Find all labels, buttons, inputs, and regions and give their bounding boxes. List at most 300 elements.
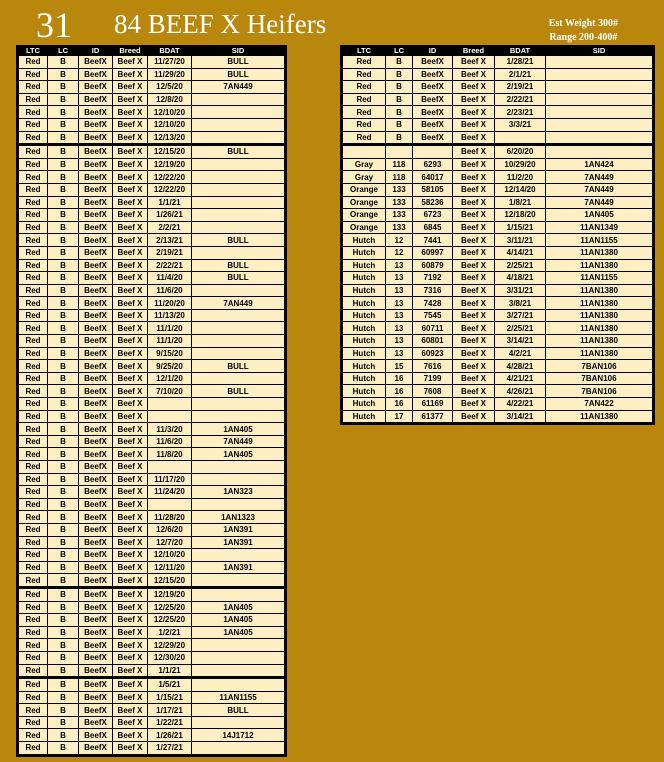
- table-row: [342, 259, 654, 272]
- ltc-cell: Red: [18, 614, 48, 627]
- table-row: [18, 523, 286, 536]
- sid-cell: [192, 639, 286, 652]
- page-title: 84 BEEF X Heifers: [114, 9, 327, 39]
- id-cell: [413, 145, 453, 159]
- ltc-cell: Red: [18, 678, 48, 692]
- id-cell: 6723: [413, 209, 453, 222]
- id-cell: BeefX: [413, 93, 453, 106]
- breed-cell: Beef X: [113, 678, 148, 692]
- id-cell: 7441: [413, 234, 453, 247]
- bdat-cell: 11/17/20: [148, 473, 192, 486]
- bdat-cell: 2/25/21: [495, 259, 546, 272]
- ltc-cell: Hutch: [342, 398, 386, 411]
- lc-cell: B: [48, 398, 79, 411]
- sid-cell: [546, 106, 654, 119]
- sid-cell: 7BAN106: [546, 360, 654, 373]
- ltc-cell: Red: [18, 360, 48, 373]
- sid-cell: 1AN405: [192, 614, 286, 627]
- table-row: [18, 372, 286, 385]
- sid-cell: [192, 461, 286, 474]
- ltc-cell: Red: [18, 234, 48, 247]
- bdat-cell: 3/14/21: [495, 335, 546, 348]
- breed-cell: Beef X: [113, 234, 148, 247]
- breed-cell: Beef X: [113, 131, 148, 145]
- breed-cell: Beef X: [453, 106, 495, 119]
- breed-cell: Beef X: [453, 297, 495, 310]
- lc-cell: B: [48, 118, 79, 131]
- ltc-cell: Red: [18, 473, 48, 486]
- sid-cell: [192, 309, 286, 322]
- bdat-cell: 1/26/21: [148, 729, 192, 742]
- sid-cell: [192, 171, 286, 184]
- table-row: [18, 448, 286, 461]
- breed-cell: Beef X: [113, 56, 148, 69]
- lc-cell: 12: [386, 234, 413, 247]
- table-row: [342, 284, 654, 297]
- bdat-cell: 12/22/20: [148, 171, 192, 184]
- id-cell: 58105: [413, 183, 453, 196]
- table-row: [342, 145, 654, 159]
- sid-cell: [192, 398, 286, 411]
- ltc-cell: Red: [342, 131, 386, 145]
- bdat-cell: 12/18/20: [495, 209, 546, 222]
- table-row: [18, 498, 286, 511]
- lc-cell: 12: [386, 246, 413, 259]
- table-row: [18, 536, 286, 549]
- table-row: [18, 272, 286, 285]
- bdat-cell: 12/30/20: [148, 651, 192, 664]
- id-cell: 60711: [413, 322, 453, 335]
- id-cell: BeefX: [79, 704, 113, 717]
- bdat-cell: 11/1/20: [148, 322, 192, 335]
- bdat-cell: 11/29/20: [148, 68, 192, 81]
- breed-cell: Beef X: [453, 246, 495, 259]
- id-cell: BeefX: [79, 145, 113, 159]
- table-row: [342, 297, 654, 310]
- sid-cell: 7AN422: [546, 398, 654, 411]
- breed-cell: Beef X: [113, 145, 148, 159]
- id-cell: BeefX: [79, 158, 113, 171]
- ltc-cell: Red: [18, 309, 48, 322]
- sid-cell: 11AN1155: [546, 272, 654, 285]
- sid-cell: 11AN1349: [546, 221, 654, 234]
- lc-cell: B: [48, 259, 79, 272]
- id-cell: BeefX: [79, 196, 113, 209]
- lc-cell: B: [48, 561, 79, 574]
- bdat-cell: 2/19/21: [495, 81, 546, 94]
- ltc-cell: Hutch: [342, 335, 386, 348]
- sid-cell: 1AN405: [192, 448, 286, 461]
- bdat-cell: 12/10/20: [148, 118, 192, 131]
- bdat-cell: 12/25/20: [148, 614, 192, 627]
- table-row: [342, 246, 654, 259]
- sid-cell: [192, 716, 286, 729]
- table-row: [18, 410, 286, 423]
- id-cell: 6845: [413, 221, 453, 234]
- lc-cell: B: [48, 486, 79, 499]
- ltc-cell: Red: [18, 68, 48, 81]
- table-row: [18, 93, 286, 106]
- lc-cell: B: [48, 639, 79, 652]
- id-cell: BeefX: [79, 410, 113, 423]
- id-cell: BeefX: [79, 678, 113, 692]
- breed-cell: Beef X: [113, 486, 148, 499]
- sid-cell: 11AN1380: [546, 410, 654, 424]
- id-cell: BeefX: [413, 118, 453, 131]
- id-cell: BeefX: [79, 601, 113, 614]
- ltc-cell: Red: [18, 272, 48, 285]
- lc-cell: B: [48, 131, 79, 145]
- breed-cell: Beef X: [113, 536, 148, 549]
- ltc-cell: Red: [342, 68, 386, 81]
- bdat-cell: 1/22/21: [148, 716, 192, 729]
- right-table: [340, 45, 655, 425]
- ltc-cell: Red: [18, 664, 48, 678]
- bdat-cell: 12/15/20: [148, 574, 192, 588]
- ltc-cell: Hutch: [342, 234, 386, 247]
- bdat-cell: 11/20/20: [148, 297, 192, 310]
- id-cell: 7608: [413, 385, 453, 398]
- lc-cell: 13: [386, 259, 413, 272]
- table-row: [18, 511, 286, 524]
- ltc-cell: Red: [18, 651, 48, 664]
- ltc-cell: Red: [18, 221, 48, 234]
- breed-cell: Beef X: [113, 601, 148, 614]
- lc-cell: 17: [386, 410, 413, 424]
- bdat-cell: 4/21/21: [495, 372, 546, 385]
- sid-cell: BULL: [192, 145, 286, 159]
- ltc-cell: Hutch: [342, 347, 386, 360]
- ltc-cell: Red: [18, 704, 48, 717]
- sid-cell: BULL: [192, 68, 286, 81]
- lc-cell: B: [48, 221, 79, 234]
- sid-cell: [192, 106, 286, 119]
- table-row: [342, 309, 654, 322]
- sid-cell: 11AN1380: [546, 309, 654, 322]
- bdat-cell: 11/4/20: [148, 272, 192, 285]
- lc-cell: B: [48, 196, 79, 209]
- bdat-cell: 12/6/20: [148, 523, 192, 536]
- sid-cell: 7AN449: [546, 171, 654, 184]
- table-row: [18, 678, 286, 692]
- table-row: [18, 561, 286, 574]
- table-row: [342, 221, 654, 234]
- bdat-cell: 9/15/20: [148, 347, 192, 360]
- table-row: [342, 81, 654, 94]
- breed-cell: Beef X: [453, 81, 495, 94]
- breed-cell: Beef X: [453, 158, 495, 171]
- ltc-cell: Red: [18, 561, 48, 574]
- table-row: [18, 639, 286, 652]
- breed-cell: Beef X: [113, 68, 148, 81]
- bdat-cell: 12/13/20: [148, 131, 192, 145]
- lc-cell: B: [48, 297, 79, 310]
- breed-cell: Beef X: [113, 423, 148, 436]
- bdat-cell: 2/2/21: [148, 221, 192, 234]
- ltc-cell: Red: [18, 131, 48, 145]
- bdat-cell: 12/7/20: [148, 536, 192, 549]
- lc-cell: B: [48, 171, 79, 184]
- sid-cell: [192, 372, 286, 385]
- sid-cell: 1AN424: [546, 158, 654, 171]
- breed-cell: Beef X: [113, 372, 148, 385]
- sid-cell: BULL: [192, 704, 286, 717]
- lc-cell: B: [48, 209, 79, 222]
- table-row: [342, 56, 654, 69]
- breed-cell: Beef X: [113, 360, 148, 373]
- lc-cell: B: [48, 56, 79, 69]
- ltc-cell: Hutch: [342, 272, 386, 285]
- ltc-cell: Red: [342, 81, 386, 94]
- bdat-cell: 1/26/21: [148, 209, 192, 222]
- id-cell: 64017: [413, 171, 453, 184]
- lc-cell: B: [48, 68, 79, 81]
- sid-cell: 1AN391: [192, 523, 286, 536]
- bdat-cell: 11/2/20: [495, 171, 546, 184]
- ltc-cell: Red: [18, 626, 48, 639]
- breed-cell: Beef X: [113, 81, 148, 94]
- breed-cell: Beef X: [113, 158, 148, 171]
- lc-cell: B: [48, 523, 79, 536]
- ltc-cell: Red: [342, 106, 386, 119]
- breed-cell: Beef X: [453, 398, 495, 411]
- sid-cell: 11AN1380: [546, 246, 654, 259]
- table-row: [18, 347, 286, 360]
- ltc-cell: Hutch: [342, 309, 386, 322]
- lc-cell: B: [48, 158, 79, 171]
- ltc-cell: Red: [18, 347, 48, 360]
- id-cell: BeefX: [413, 81, 453, 94]
- ltc-cell: Hutch: [342, 322, 386, 335]
- bdat-cell: 3/8/21: [495, 297, 546, 310]
- table-row: [18, 587, 286, 601]
- ltc-cell: Orange: [342, 183, 386, 196]
- id-cell: BeefX: [413, 106, 453, 119]
- lc-cell: B: [48, 322, 79, 335]
- sid-cell: 11AN1380: [546, 347, 654, 360]
- lc-cell: B: [48, 614, 79, 627]
- breed-cell: Beef X: [113, 664, 148, 678]
- sid-cell: [192, 183, 286, 196]
- bdat-cell: 2/19/21: [148, 246, 192, 259]
- ltc-cell: Red: [18, 322, 48, 335]
- id-cell: BeefX: [413, 68, 453, 81]
- breed-cell: Beef X: [113, 651, 148, 664]
- sid-cell: 1AN405: [192, 626, 286, 639]
- table-row: [342, 335, 654, 348]
- breed-cell: Beef X: [113, 93, 148, 106]
- lc-cell: B: [48, 347, 79, 360]
- bdat-cell: 12/10/20: [148, 106, 192, 119]
- bdat-cell: 12/19/20: [148, 158, 192, 171]
- table-row: [18, 56, 286, 69]
- bdat-cell: 12/14/20: [495, 183, 546, 196]
- sid-cell: BULL: [192, 234, 286, 247]
- table-row: [342, 171, 654, 184]
- col-header-id: ID: [413, 46, 453, 56]
- lc-cell: B: [48, 410, 79, 423]
- table-row: [18, 664, 286, 678]
- breed-cell: Beef X: [453, 196, 495, 209]
- breed-cell: Beef X: [113, 410, 148, 423]
- breed-cell: Beef X: [113, 284, 148, 297]
- ltc-cell: Red: [18, 81, 48, 94]
- weight-info: [549, 17, 618, 45]
- breed-cell: Beef X: [113, 171, 148, 184]
- sid-cell: 7AN449: [546, 183, 654, 196]
- id-cell: BeefX: [79, 423, 113, 436]
- lc-cell: 133: [386, 183, 413, 196]
- sid-cell: 1AN391: [192, 536, 286, 549]
- table-row: [342, 68, 654, 81]
- table-row: [18, 259, 286, 272]
- breed-cell: Beef X: [113, 209, 148, 222]
- table-row: [18, 68, 286, 81]
- lc-cell: B: [48, 473, 79, 486]
- ltc-cell: Red: [18, 196, 48, 209]
- sid-cell: BULL: [192, 272, 286, 285]
- ltc-cell: Red: [18, 246, 48, 259]
- lc-cell: B: [48, 234, 79, 247]
- lc-cell: B: [48, 423, 79, 436]
- id-cell: 6293: [413, 158, 453, 171]
- breed-cell: Beef X: [113, 626, 148, 639]
- sid-cell: [192, 587, 286, 601]
- bdat-cell: 4/22/21: [495, 398, 546, 411]
- bdat-cell: 12/1/20: [148, 372, 192, 385]
- ltc-cell: Red: [18, 56, 48, 69]
- ltc-cell: Red: [18, 691, 48, 704]
- table-row: [18, 398, 286, 411]
- lc-cell: 16: [386, 372, 413, 385]
- id-cell: BeefX: [79, 511, 113, 524]
- id-cell: BeefX: [79, 360, 113, 373]
- bdat-cell: 11/24/20: [148, 486, 192, 499]
- id-cell: BeefX: [79, 473, 113, 486]
- lc-cell: B: [386, 118, 413, 131]
- breed-cell: Beef X: [453, 259, 495, 272]
- lc-cell: B: [48, 664, 79, 678]
- table-row: [18, 704, 286, 717]
- bdat-cell: 3/11/21: [495, 234, 546, 247]
- lc-cell: B: [48, 498, 79, 511]
- table-row: [342, 196, 654, 209]
- table-row: [18, 423, 286, 436]
- lc-cell: 16: [386, 398, 413, 411]
- lot-number: 31: [36, 5, 72, 45]
- id-cell: BeefX: [79, 284, 113, 297]
- bdat-cell: 1/8/21: [495, 196, 546, 209]
- sid-cell: 1AN405: [192, 423, 286, 436]
- table-row: [18, 145, 286, 159]
- table-row: [18, 473, 286, 486]
- lc-cell: 118: [386, 171, 413, 184]
- sid-cell: [192, 678, 286, 692]
- lc-cell: B: [48, 272, 79, 285]
- id-cell: BeefX: [79, 561, 113, 574]
- bdat-cell: 12/25/20: [148, 601, 192, 614]
- id-cell: BeefX: [79, 183, 113, 196]
- breed-cell: Beef X: [453, 372, 495, 385]
- id-cell: BeefX: [79, 536, 113, 549]
- breed-cell: Beef X: [113, 335, 148, 348]
- breed-cell: Beef X: [453, 360, 495, 373]
- ltc-cell: Red: [18, 209, 48, 222]
- bdat-cell: 4/2/21: [495, 347, 546, 360]
- table-row: [18, 574, 286, 588]
- ltc-cell: Red: [18, 171, 48, 184]
- table-row: [18, 549, 286, 562]
- lc-cell: B: [48, 601, 79, 614]
- ltc-cell: Red: [18, 742, 48, 756]
- lc-cell: 13: [386, 297, 413, 310]
- breed-cell: Beef X: [453, 284, 495, 297]
- lc-cell: B: [386, 93, 413, 106]
- bdat-cell: 2/25/21: [495, 322, 546, 335]
- table-row: [342, 234, 654, 247]
- ltc-cell: Red: [18, 448, 48, 461]
- lc-cell: B: [386, 81, 413, 94]
- ltc-cell: Red: [18, 435, 48, 448]
- bdat-cell: 2/22/21: [148, 259, 192, 272]
- table-row: [342, 158, 654, 171]
- bdat-cell: [495, 131, 546, 145]
- table-header-row: [18, 46, 286, 56]
- bdat-cell: 6/20/20: [495, 145, 546, 159]
- table-row: [18, 183, 286, 196]
- lc-cell: 133: [386, 209, 413, 222]
- bdat-cell: [148, 498, 192, 511]
- id-cell: 7545: [413, 309, 453, 322]
- lc-cell: B: [48, 246, 79, 259]
- left-table: [16, 45, 287, 757]
- id-cell: BeefX: [79, 729, 113, 742]
- table-row: [18, 209, 286, 222]
- lc-cell: B: [48, 435, 79, 448]
- ltc-cell: Red: [18, 601, 48, 614]
- bdat-cell: 2/22/21: [495, 93, 546, 106]
- sid-cell: 1AN1323: [192, 511, 286, 524]
- bdat-cell: 4/18/21: [495, 272, 546, 285]
- breed-cell: Beef X: [113, 347, 148, 360]
- ltc-cell: Orange: [342, 209, 386, 222]
- id-cell: 7316: [413, 284, 453, 297]
- lc-cell: B: [48, 729, 79, 742]
- ltc-cell: Red: [18, 549, 48, 562]
- lc-cell: B: [48, 372, 79, 385]
- id-cell: 60879: [413, 259, 453, 272]
- ltc-cell: Red: [18, 639, 48, 652]
- table-row: [342, 183, 654, 196]
- table-row: [18, 158, 286, 171]
- breed-cell: Beef X: [113, 742, 148, 756]
- id-cell: 60997: [413, 246, 453, 259]
- sid-cell: 7AN449: [192, 435, 286, 448]
- bdat-cell: 2/1/21: [495, 68, 546, 81]
- table-row: [342, 385, 654, 398]
- ltc-cell: Red: [342, 93, 386, 106]
- ltc-cell: Red: [18, 574, 48, 588]
- bdat-cell: 3/31/21: [495, 284, 546, 297]
- lc-cell: B: [48, 335, 79, 348]
- breed-cell: Beef X: [453, 272, 495, 285]
- table-row: [342, 118, 654, 131]
- id-cell: BeefX: [79, 523, 113, 536]
- lc-cell: B: [48, 284, 79, 297]
- ltc-cell: Hutch: [342, 259, 386, 272]
- lc-cell: 13: [386, 284, 413, 297]
- bdat-cell: 12/10/20: [148, 549, 192, 562]
